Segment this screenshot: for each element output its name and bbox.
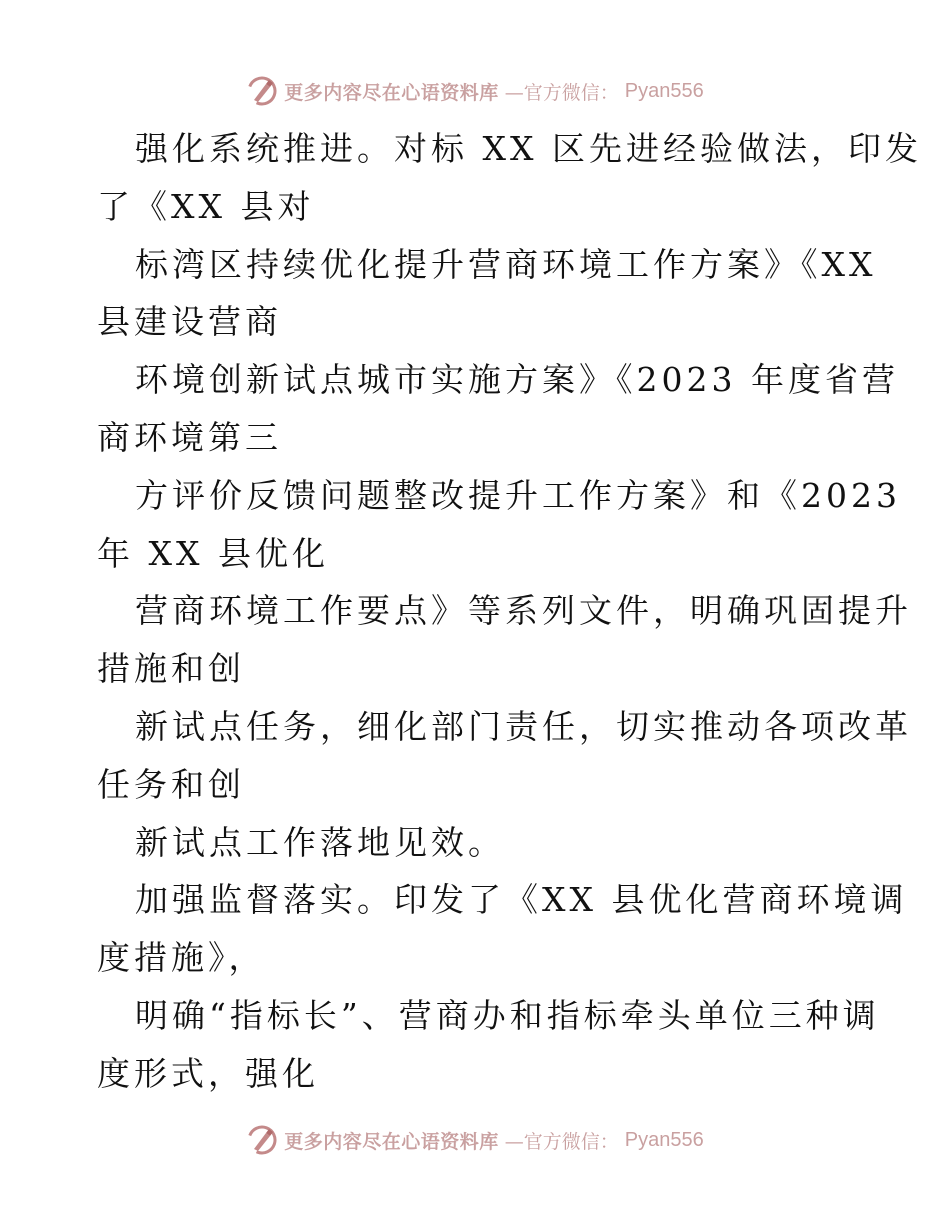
text-line: 度形式，强化: [97, 1053, 319, 1093]
text-line: 县建设营商: [97, 302, 282, 342]
footer-watermark: [0, 1120, 950, 1160]
text-line: 新试点任务，细化部门责任，切实推动各项改革: [135, 706, 912, 746]
text-line: 标湾区持续优化提升营商环境工作方案》《XX: [135, 244, 877, 284]
text-line: 了《XX 县对: [97, 186, 315, 226]
pen-logo-icon: [246, 75, 278, 107]
text-line: 环境创新试点城市实施方案》《2023 年度省营: [135, 360, 899, 400]
text-line: 任务和创: [97, 764, 245, 804]
watermark-contact-label: —官方微信：: [504, 1130, 619, 1153]
text-line: 措施和创: [97, 649, 245, 689]
text-line: 方评价反馈问题整改提升工作方案》和《2023: [135, 475, 901, 515]
text-line: 新试点工作落地见效。: [135, 822, 505, 862]
text-line: 营商环境工作要点》等系列文件，明确巩固提升: [135, 591, 912, 631]
watermark-contact-id: Pyan556: [624, 1128, 704, 1151]
pen-logo-icon: [246, 1124, 278, 1156]
text-line: 年 XX 县优化: [97, 533, 329, 573]
text-line: 商环境第三: [97, 417, 282, 457]
body-text: [97, 120, 922, 1103]
text-line: 明确“指标长”、营商办和指标牵头单位三种调: [135, 995, 880, 1035]
watermark-brand: 更多内容尽在心语资料库: [284, 1130, 499, 1153]
watermark-brand: 更多内容尽在心语资料库: [284, 81, 499, 104]
watermark-contact-id: Pyan556: [624, 79, 704, 102]
text-line: 度措施》，: [97, 938, 266, 978]
watermark-contact-label: —官方微信：: [504, 81, 619, 104]
text-line: 强化系统推进。对标 XX 区先进经验做法，印发: [135, 129, 922, 168]
header-watermark: [0, 71, 950, 111]
text-line: 加强监督落实。印发了《XX 县优化营商环境调: [135, 880, 908, 920]
